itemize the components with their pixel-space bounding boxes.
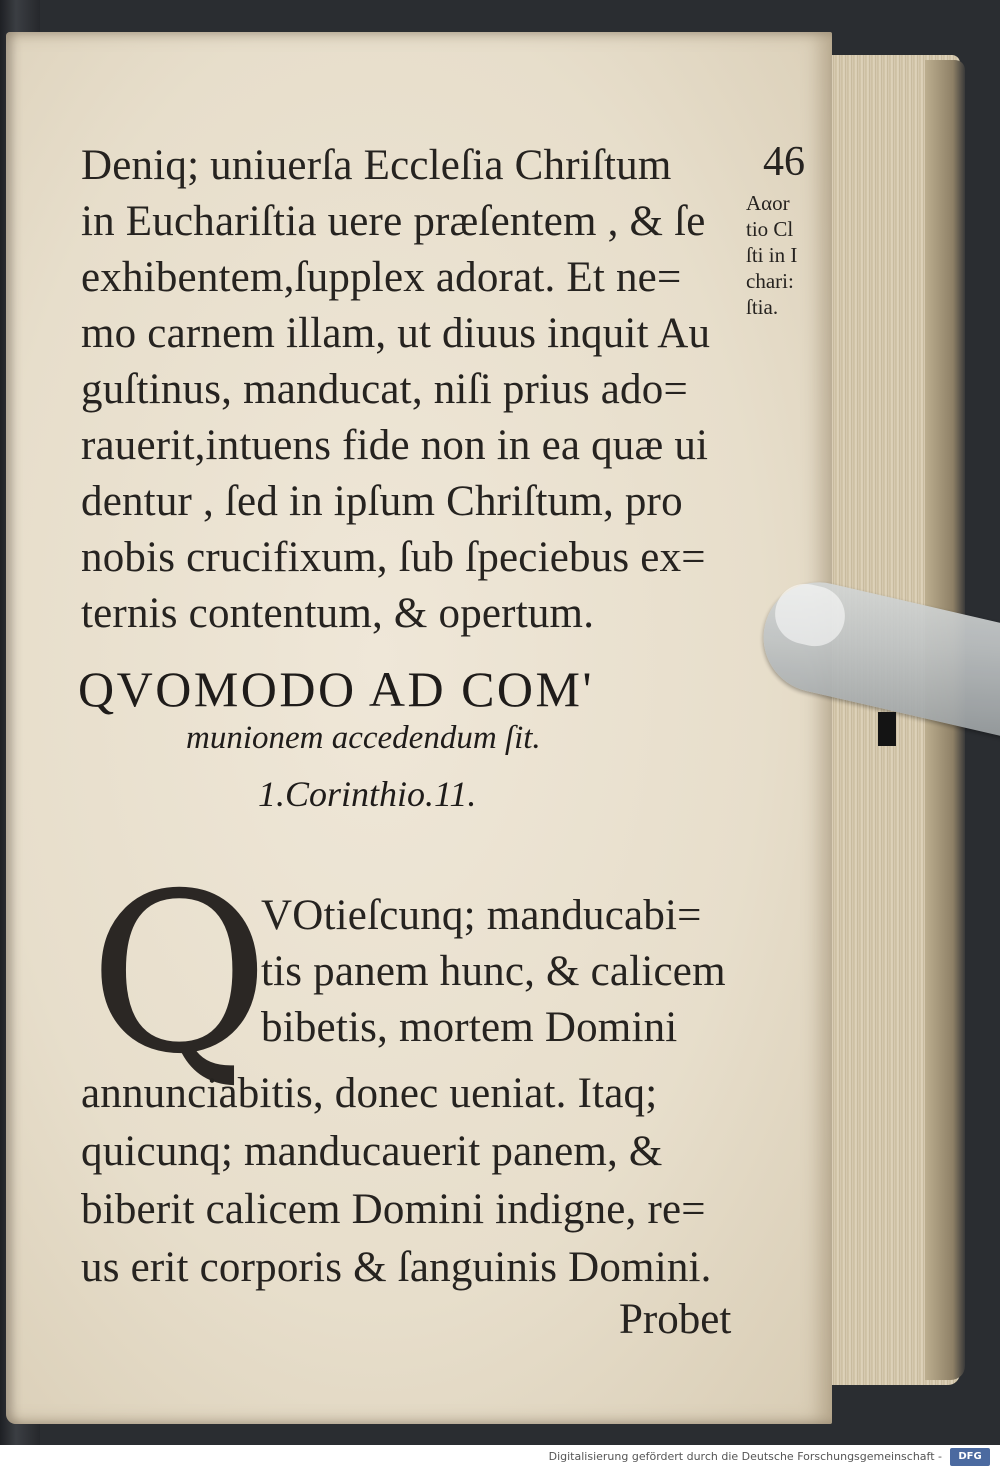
- body-line: dentur , ſed in ipſum Chriſtum, pro: [81, 478, 683, 525]
- body-line: ternis contentum, & opertum.: [81, 590, 595, 637]
- body-line: guſtinus, manducat, niſi prius ado=: [81, 366, 688, 413]
- margin-note-line: ſti in I: [746, 243, 798, 267]
- margin-note-line: chari:: [746, 269, 794, 293]
- dfg-logo: DFG: [950, 1448, 990, 1466]
- body-line: VOtieſcunq; manducabi=: [261, 892, 702, 939]
- body-line: in Euchariſtia uere præſentem , & ſe: [81, 198, 706, 245]
- body-line: annunciabitis, donec ueniat. Itaq;: [81, 1070, 658, 1117]
- drop-cap-initial: Q: [89, 846, 270, 1102]
- page-number: 46: [763, 139, 805, 185]
- margin-note-line: Aαor: [746, 191, 790, 215]
- catchword: Probet: [619, 1296, 732, 1343]
- body-line: biberit calicem Domini indigne, re=: [81, 1186, 706, 1233]
- body-line: us erit corporis & ſanguinis Domini.: [81, 1244, 712, 1291]
- body-line: nobis crucifixum, ſub ſpeciebus ex=: [81, 534, 706, 581]
- body-line: mo carnem illam, ut diuus inquit Au: [81, 310, 711, 357]
- funding-credit: Digitalisierung gefördert durch die Deutsche Forschungsgemeinschaft -: [548, 1450, 942, 1463]
- scripture-reference: 1.Corinthio.11.: [258, 774, 477, 814]
- body-line: tis panem hunc, & calicem: [261, 948, 726, 995]
- margin-note-line: ſtia.: [746, 295, 779, 319]
- margin-note-line: tio Cl: [746, 217, 794, 241]
- book-page: [6, 32, 832, 1424]
- section-heading: QVOMODO AD COM': [78, 661, 594, 717]
- body-line: exhibentem,ſupplex adorat. Et ne=: [81, 254, 682, 301]
- body-line: quicunq; manducauerit panem, &: [81, 1128, 663, 1175]
- section-subheading: munionem accedendum ſit.: [186, 720, 541, 756]
- color-marker-tab: [878, 712, 896, 746]
- body-line: bibetis, mortem Domini: [261, 1004, 678, 1051]
- body-line: Deniq; uniuerſa Eccleſia Chriſtum: [81, 142, 672, 189]
- body-line: rauerit,intuens fide non in ea quæ ui: [81, 422, 709, 469]
